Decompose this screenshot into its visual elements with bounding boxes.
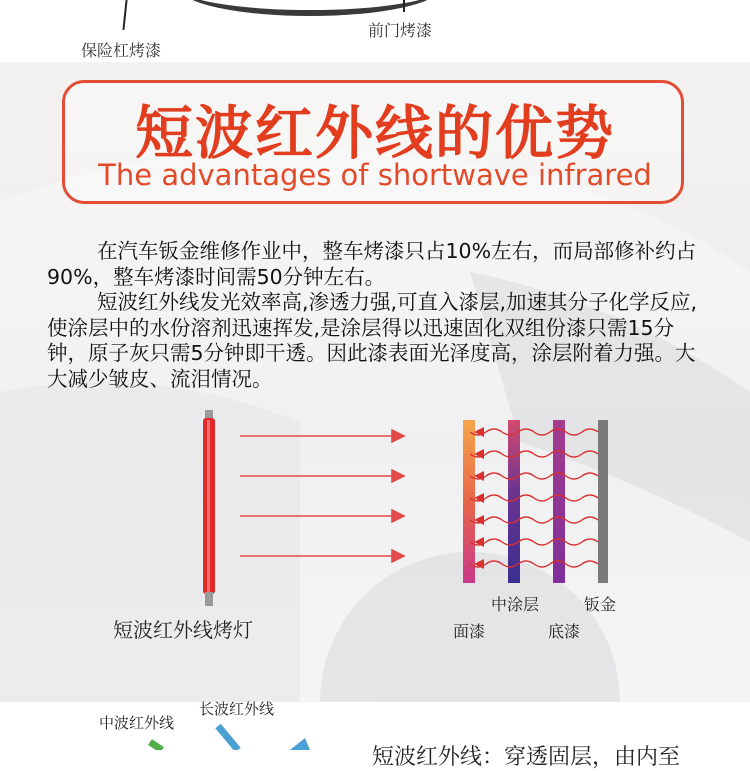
mid-coat-label: 中涂层 (491, 595, 540, 614)
title-chinese: 短波红外线的优势 (134, 99, 615, 167)
lamp-label: 短波红外线烤灯 (113, 618, 253, 642)
front-door-pointer-line (403, 0, 405, 12)
top-band (0, 0, 750, 62)
base-coat-label: 底漆 (548, 622, 581, 641)
title-english: The advantages of shortwave infrared (98, 158, 652, 192)
long-wave-label: 长波红外线 (199, 700, 275, 718)
base-coat-layer (553, 420, 565, 583)
paragraph-1-text: 在汽车钣金维修作业中，整车烤漆只占10%左右，而局部修补约占90%，整车烤漆时间需50分钟左右。 (47, 239, 697, 289)
paragraph-2 (47, 290, 707, 392)
bottom-section (0, 700, 750, 770)
infrared-diagram (0, 410, 750, 640)
sheet-metal-label: 钣金 (584, 595, 617, 614)
paragraph-1 (47, 239, 707, 290)
emission-arrows (240, 430, 404, 562)
heat-wave-arrowheads (474, 427, 484, 569)
heat-waves (470, 429, 598, 567)
top-coat-label: 面漆 (453, 622, 486, 641)
front-door-paint-label: 前门烤漆 (368, 21, 433, 40)
bottom-cut-text: 短波红外线：穿透固层，由内至 (372, 745, 681, 770)
bumper-paint-label: 保险杠烤漆 (81, 41, 162, 60)
mid-wave-label: 中波红外线 (99, 714, 175, 732)
paragraph-2-text: 短波红外线发光效率高,渗透力强,可直入漆层,加速其分子化学反应,使涂层中的水份溶剂迅速挥发,是涂层得以迅速固化双组份漆只需15分钟，原子灰只需5分钟即干透。因此漆表面光泽度高，涂层附着力强。大大减少皱皮、流泪情况。 (47, 290, 698, 391)
car-part-arc (180, 0, 440, 16)
top-coat-layer (463, 420, 475, 583)
shortwave-lamp-icon (203, 410, 215, 606)
sheet-metal-layer (598, 420, 608, 583)
bumper-pointer-line (122, 0, 127, 30)
